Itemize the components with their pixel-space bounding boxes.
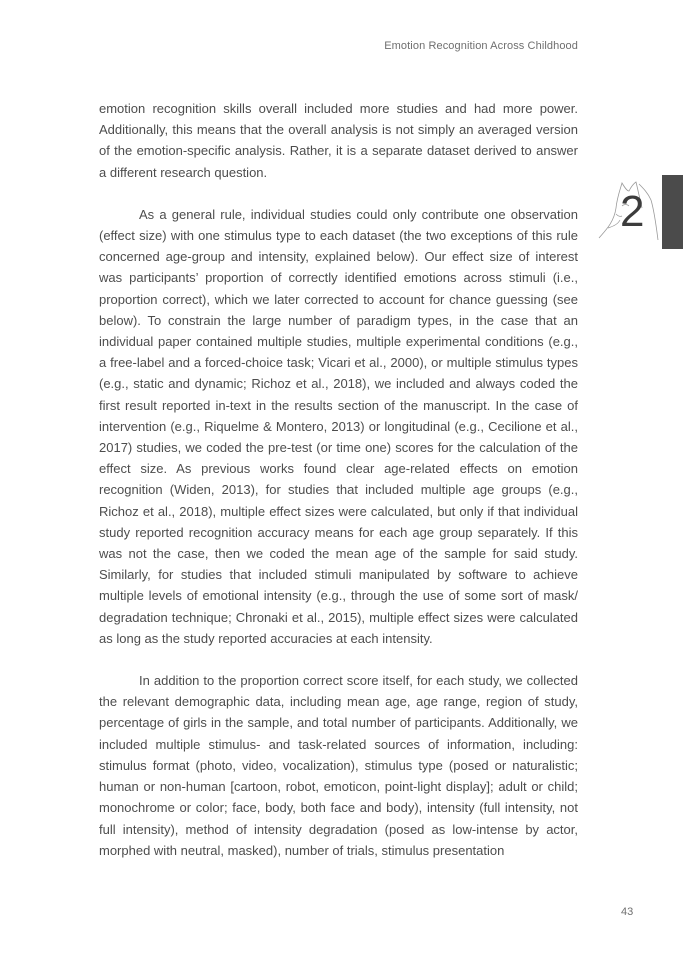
chapter-tab <box>662 175 683 249</box>
paragraph: emotion recognition skills overall included more studies and had more power. Additionally, this means that the overall analysis is not simply an averaged version of the emotion-specific analysis. Rather, it is a separate dataset derived to answer a different research question. <box>99 101 578 180</box>
body-text <box>99 98 578 882</box>
page-number: 43 <box>621 906 634 918</box>
paragraph: As a general rule, individual studies could only contribute one observation (effect size) with one stimulus type to each dataset (the two exceptions of this rule concerned age-group and intensity, explained below). Our effect size of interest was participants’ proportion of correctly identified emotions across stimuli (i.e., proportion correct), which we later corrected to account for chance guessing (see below). To constrain the large number of paradigm types, in the case that an individual paper contained multiple studies, multiple experimental conditions (e.g., a free-label and a forced-choice task; Vicari et al., 2000), or multiple stimulus types (e.g., static and dynamic; Richoz et al., 2018), we included and always coded the first result reported in-text in the results section of the manuscript. In the case of intervention (e.g., Riquelme & Montero, 2013) or longitudinal (e.g., Cecilione et al., 2017) studies, we coded the pre-test (or time one) scores for the calculation of the effect size. As previous works found clear age-related effects on emotion recognition (Widen, 2013), for studies that included multiple age groups (e.g., Richoz et al., 2018), multiple effect sizes were calculated, but only if that individual study reported recognition accuracy means for each age group separately. If this was not the case, then we coded the mean age of the sample for said study. Similarly, for studies that included stimuli manipulated by software to achieve multiple levels of emotional intensity (e.g., through the use of some sort of mask/ degradation technique; Chronaki et al., 2015), multiple effect sizes were calculated as long as the study reported accuracies at each intensity. <box>99 206 578 646</box>
paragraph: In addition to the proportion correct score itself, for each study, we collected the relevant demographic data, including mean age, age range, region of study, percentage of girls in the sample, and total number of participants. Additionally, we included multiple stimulus- and task-related sources of information, including: stimulus format (photo, video, vocalization), stimulus type (posed or naturalistic; human or non-human [cartoon, robot, emoticon, point-light display]; adult or child; monochrome or color; face, body, both face and body), intensity (full intensity, not full intensity), method of intensity degradation (posed as low-intense by actor, morphed with neutral, masked), number of trials, stimulus presentation <box>99 673 578 858</box>
running-header: Emotion Recognition Across Childhood <box>384 40 578 52</box>
chapter-number: 2 <box>620 187 645 236</box>
